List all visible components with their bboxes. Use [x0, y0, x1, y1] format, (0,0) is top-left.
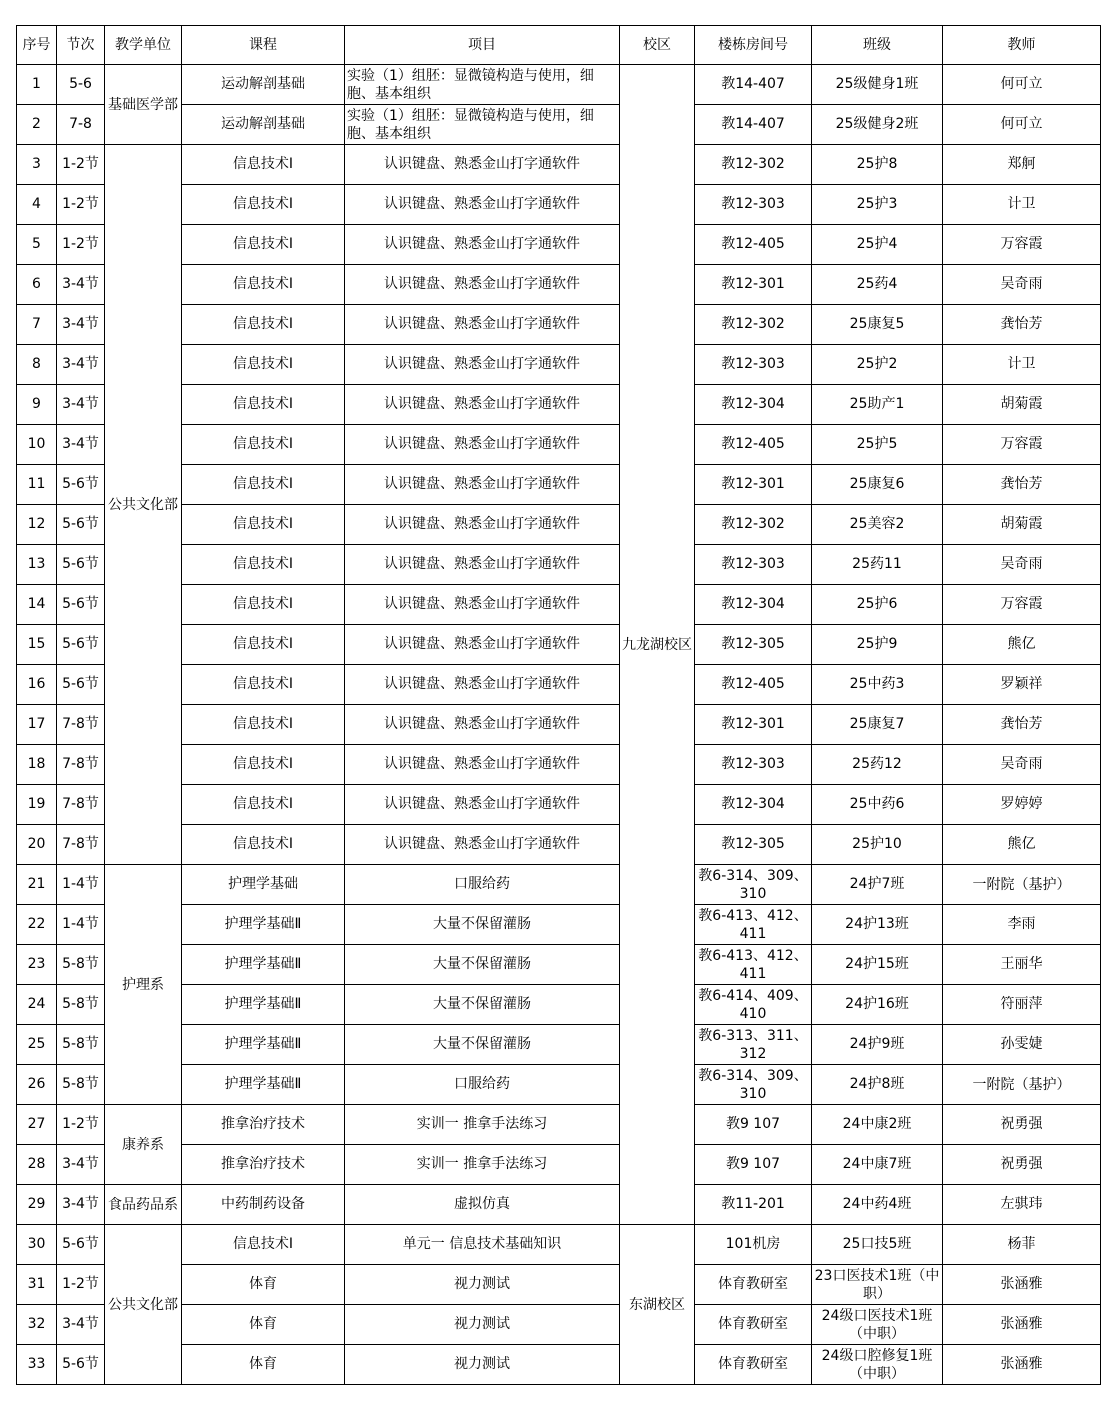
cell-room: 教12-302: [695, 145, 812, 185]
cell-no: 26: [17, 1065, 57, 1105]
header-cell-project: 项目: [345, 26, 620, 65]
cell-no: 15: [17, 625, 57, 665]
cell-teacher: 罗颖祥: [943, 665, 1101, 705]
cell-room: 教12-303: [695, 185, 812, 225]
cell-class: 24级口腔修复1班（中职）: [812, 1345, 943, 1385]
cell-teacher: 胡菊霞: [943, 385, 1101, 425]
cell-project: 认识键盘、熟悉金山打字通软件: [345, 465, 620, 505]
cell-room: 教6-314、309、310: [695, 865, 812, 905]
cell-no: 28: [17, 1145, 57, 1185]
cell-room: 教12-303: [695, 745, 812, 785]
cell-no: 4: [17, 185, 57, 225]
cell-project: 认识键盘、熟悉金山打字通软件: [345, 665, 620, 705]
cell-period: 1-2节: [57, 1265, 105, 1305]
cell-course: 护理学基础: [182, 865, 345, 905]
cell-no: 9: [17, 385, 57, 425]
cell-period: 1-2节: [57, 145, 105, 185]
cell-course: 推拿治疗技术: [182, 1105, 345, 1145]
cell-course: 信息技术Ⅰ: [182, 785, 345, 825]
cell-course: 信息技术Ⅰ: [182, 385, 345, 425]
cell-course: 信息技术Ⅰ: [182, 505, 345, 545]
cell-project: 认识键盘、熟悉金山打字通软件: [345, 705, 620, 745]
cell-course: 护理学基础Ⅱ: [182, 905, 345, 945]
cell-period: 3-4节: [57, 265, 105, 305]
cell-room: 教12-405: [695, 425, 812, 465]
cell-room: 教9 107: [695, 1105, 812, 1145]
cell-teacher: 祝勇强: [943, 1145, 1101, 1185]
cell-room: 教12-304: [695, 585, 812, 625]
cell-period: 5-6节: [57, 625, 105, 665]
cell-room: 教12-305: [695, 625, 812, 665]
cell-teaching-unit: 基础医学部: [105, 65, 182, 145]
cell-class: 25护4: [812, 225, 943, 265]
cell-class: 25中药3: [812, 665, 943, 705]
cell-class: 25口技5班: [812, 1225, 943, 1265]
cell-class: 24中康2班: [812, 1105, 943, 1145]
cell-teacher: 李雨: [943, 905, 1101, 945]
cell-period: 3-4节: [57, 1305, 105, 1345]
cell-teacher: 左骐玮: [943, 1185, 1101, 1225]
cell-teacher: 张涵雅: [943, 1265, 1101, 1305]
cell-teacher: 胡菊霞: [943, 505, 1101, 545]
cell-teacher: 龚怡芳: [943, 705, 1101, 745]
cell-teacher: 何可立: [943, 65, 1101, 105]
cell-course: 信息技术Ⅰ: [182, 305, 345, 345]
cell-no: 30: [17, 1225, 57, 1265]
cell-no: 14: [17, 585, 57, 625]
cell-room: 教12-301: [695, 465, 812, 505]
cell-course: 信息技术Ⅰ: [182, 465, 345, 505]
cell-project: 实训一 推拿手法练习: [345, 1145, 620, 1185]
cell-no: 31: [17, 1265, 57, 1305]
cell-class: 25护5: [812, 425, 943, 465]
cell-campus: 九龙湖校区: [620, 65, 695, 1225]
cell-period: 5-8节: [57, 985, 105, 1025]
cell-teacher: 一附院（基护）: [943, 1065, 1101, 1105]
header-cell-class: 班级: [812, 26, 943, 65]
cell-no: 11: [17, 465, 57, 505]
cell-period: 1-4节: [57, 905, 105, 945]
cell-no: 6: [17, 265, 57, 305]
cell-project: 实验（1）组胚：显微镜构造与使用，细胞、基本组织: [345, 105, 620, 145]
cell-room: 体育教研室: [695, 1305, 812, 1345]
cell-project: 虚拟仿真: [345, 1185, 620, 1225]
cell-class: 25护10: [812, 825, 943, 865]
cell-project: 认识键盘、熟悉金山打字通软件: [345, 385, 620, 425]
cell-period: 5-6节: [57, 505, 105, 545]
cell-room: 教12-302: [695, 305, 812, 345]
cell-class: 23口医技术1班（中职）: [812, 1265, 943, 1305]
cell-teacher: 张涵雅: [943, 1305, 1101, 1345]
cell-class: 25护6: [812, 585, 943, 625]
cell-no: 7: [17, 305, 57, 345]
cell-course: 护理学基础Ⅱ: [182, 985, 345, 1025]
table-row: [17, 1225, 1101, 1265]
cell-project: 认识键盘、熟悉金山打字通软件: [345, 425, 620, 465]
cell-course: 信息技术Ⅰ: [182, 545, 345, 585]
cell-period: 5-8节: [57, 1025, 105, 1065]
cell-teacher: 万容霞: [943, 425, 1101, 465]
cell-class: 24级口医技术1班（中职）: [812, 1305, 943, 1345]
cell-room: 教12-405: [695, 225, 812, 265]
cell-class: 24护9班: [812, 1025, 943, 1065]
table-body: [17, 65, 1101, 1385]
table-row: [17, 145, 1101, 185]
cell-project: 单元一 信息技术基础知识: [345, 1225, 620, 1265]
cell-class: 24护7班: [812, 865, 943, 905]
cell-room: 教6-314、309、310: [695, 1065, 812, 1105]
cell-teacher: 王丽华: [943, 945, 1101, 985]
cell-project: 认识键盘、熟悉金山打字通软件: [345, 505, 620, 545]
cell-no: 10: [17, 425, 57, 465]
header-cell-campus: 校区: [620, 26, 695, 65]
cell-period: 7-8节: [57, 745, 105, 785]
cell-no: 1: [17, 65, 57, 105]
cell-period: 7-8: [57, 105, 105, 145]
cell-period: 7-8节: [57, 705, 105, 745]
header-cell-teacher: 教师: [943, 26, 1101, 65]
cell-project: 视力测试: [345, 1345, 620, 1385]
cell-teacher: 龚怡芳: [943, 305, 1101, 345]
cell-teacher: 郑舸: [943, 145, 1101, 185]
cell-period: 5-8节: [57, 945, 105, 985]
cell-room: 教12-301: [695, 265, 812, 305]
cell-course: 体育: [182, 1345, 345, 1385]
cell-course: 信息技术Ⅰ: [182, 345, 345, 385]
cell-teacher: 杨菲: [943, 1225, 1101, 1265]
cell-no: 27: [17, 1105, 57, 1145]
cell-no: 16: [17, 665, 57, 705]
cell-no: 33: [17, 1345, 57, 1385]
cell-course: 推拿治疗技术: [182, 1145, 345, 1185]
cell-class: 25美容2: [812, 505, 943, 545]
cell-project: 口服给药: [345, 865, 620, 905]
cell-room: 教6-313、311、312: [695, 1025, 812, 1065]
cell-period: 7-8节: [57, 785, 105, 825]
cell-period: 1-2节: [57, 1105, 105, 1145]
table-row: [17, 65, 1101, 105]
cell-teaching-unit: 公共文化部: [105, 145, 182, 865]
cell-room: 体育教研室: [695, 1345, 812, 1385]
cell-no: 29: [17, 1185, 57, 1225]
cell-project: 大量不保留灌肠: [345, 1025, 620, 1065]
cell-class: 24中药4班: [812, 1185, 943, 1225]
cell-project: 认识键盘、熟悉金山打字通软件: [345, 345, 620, 385]
cell-campus: 东湖校区: [620, 1225, 695, 1385]
cell-class: 24护16班: [812, 985, 943, 1025]
cell-project: 认识键盘、熟悉金山打字通软件: [345, 825, 620, 865]
cell-room: 教12-303: [695, 345, 812, 385]
cell-project: 认识键盘、熟悉金山打字通软件: [345, 545, 620, 585]
cell-project: 大量不保留灌肠: [345, 945, 620, 985]
cell-teacher: 祝勇强: [943, 1105, 1101, 1145]
header-cell-no: 序号: [17, 26, 57, 65]
cell-course: 护理学基础Ⅱ: [182, 1065, 345, 1105]
cell-room: 教12-304: [695, 385, 812, 425]
cell-course: 信息技术Ⅰ: [182, 145, 345, 185]
cell-class: 25康复5: [812, 305, 943, 345]
cell-period: 1-2节: [57, 185, 105, 225]
cell-project: 实训一 推拿手法练习: [345, 1105, 620, 1145]
cell-room: 教12-304: [695, 785, 812, 825]
cell-course: 信息技术Ⅰ: [182, 265, 345, 305]
cell-teacher: 一附院（基护）: [943, 865, 1101, 905]
cell-teacher: 何可立: [943, 105, 1101, 145]
cell-period: 5-6节: [57, 1225, 105, 1265]
cell-teacher: 计卫: [943, 345, 1101, 385]
cell-project: 认识键盘、熟悉金山打字通软件: [345, 745, 620, 785]
cell-room: 教12-405: [695, 665, 812, 705]
cell-course: 信息技术Ⅰ: [182, 425, 345, 465]
cell-room: 101机房: [695, 1225, 812, 1265]
cell-course: 信息技术Ⅰ: [182, 225, 345, 265]
cell-project: 视力测试: [345, 1305, 620, 1345]
cell-no: 8: [17, 345, 57, 385]
cell-period: 3-4节: [57, 1185, 105, 1225]
cell-period: 5-6节: [57, 465, 105, 505]
cell-no: 5: [17, 225, 57, 265]
cell-course: 信息技术Ⅰ: [182, 1225, 345, 1265]
cell-course: 中药制药设备: [182, 1185, 345, 1225]
cell-room: 教6-413、412、411: [695, 905, 812, 945]
cell-room: 教12-301: [695, 705, 812, 745]
cell-teacher: 熊亿: [943, 625, 1101, 665]
cell-period: 3-4节: [57, 1145, 105, 1185]
cell-project: 认识键盘、熟悉金山打字通软件: [345, 625, 620, 665]
cell-no: 19: [17, 785, 57, 825]
cell-teaching-unit: 食品药品系: [105, 1185, 182, 1225]
cell-no: 22: [17, 905, 57, 945]
cell-teacher: 孙雯婕: [943, 1025, 1101, 1065]
cell-no: 20: [17, 825, 57, 865]
cell-project: 认识键盘、熟悉金山打字通软件: [345, 305, 620, 345]
cell-no: 3: [17, 145, 57, 185]
cell-project: 认识键盘、熟悉金山打字通软件: [345, 185, 620, 225]
cell-teacher: 符丽萍: [943, 985, 1101, 1025]
cell-teacher: 熊亿: [943, 825, 1101, 865]
cell-teacher: 吴奇雨: [943, 265, 1101, 305]
table-row: [17, 1185, 1101, 1225]
cell-project: 认识键盘、熟悉金山打字通软件: [345, 265, 620, 305]
header-cell-unit: 教学单位: [105, 26, 182, 65]
cell-teacher: 龚怡芳: [943, 465, 1101, 505]
header-cell-course: 课程: [182, 26, 345, 65]
cell-teaching-unit: 公共文化部: [105, 1225, 182, 1385]
cell-room: 教6-413、412、411: [695, 945, 812, 985]
cell-no: 21: [17, 865, 57, 905]
table-row: [17, 865, 1101, 905]
cell-class: 24护8班: [812, 1065, 943, 1105]
cell-period: 5-8节: [57, 1065, 105, 1105]
cell-room: 教12-305: [695, 825, 812, 865]
cell-room: 教12-303: [695, 545, 812, 585]
cell-class: 25护2: [812, 345, 943, 385]
cell-class: 25助产1: [812, 385, 943, 425]
cell-teacher: 张涵雅: [943, 1345, 1101, 1385]
cell-no: 18: [17, 745, 57, 785]
cell-course: 信息技术Ⅰ: [182, 585, 345, 625]
cell-period: 3-4节: [57, 425, 105, 465]
cell-project: 视力测试: [345, 1265, 620, 1305]
cell-period: 1-4节: [57, 865, 105, 905]
cell-class: 25药4: [812, 265, 943, 305]
cell-class: 25级健身2班: [812, 105, 943, 145]
cell-class: 25中药6: [812, 785, 943, 825]
cell-period: 5-6节: [57, 665, 105, 705]
cell-room: 教14-407: [695, 65, 812, 105]
cell-course: 体育: [182, 1265, 345, 1305]
cell-course: 信息技术Ⅰ: [182, 825, 345, 865]
cell-course: 护理学基础Ⅱ: [182, 945, 345, 985]
cell-class: 25护8: [812, 145, 943, 185]
cell-no: 23: [17, 945, 57, 985]
cell-period: 5-6: [57, 65, 105, 105]
cell-period: 7-8节: [57, 825, 105, 865]
cell-class: 24中康7班: [812, 1145, 943, 1185]
cell-no: 24: [17, 985, 57, 1025]
cell-course: 信息技术Ⅰ: [182, 705, 345, 745]
cell-no: 13: [17, 545, 57, 585]
cell-room: 体育教研室: [695, 1265, 812, 1305]
cell-class: 25级健身1班: [812, 65, 943, 105]
cell-course: 信息技术Ⅰ: [182, 185, 345, 225]
cell-class: 25药12: [812, 745, 943, 785]
cell-teaching-unit: 护理系: [105, 865, 182, 1105]
table-row: [17, 1105, 1101, 1145]
cell-no: 25: [17, 1025, 57, 1065]
cell-class: 25康复7: [812, 705, 943, 745]
cell-period: 1-2节: [57, 225, 105, 265]
cell-class: 25药11: [812, 545, 943, 585]
cell-no: 32: [17, 1305, 57, 1345]
cell-no: 2: [17, 105, 57, 145]
cell-class: 25护3: [812, 185, 943, 225]
cell-course: 运动解剖基础: [182, 105, 345, 145]
cell-room: 教9 107: [695, 1145, 812, 1185]
cell-teacher: 万容霞: [943, 585, 1101, 625]
cell-project: 认识键盘、熟悉金山打字通软件: [345, 785, 620, 825]
cell-teaching-unit: 康养系: [105, 1105, 182, 1185]
header-row: [17, 26, 1101, 65]
cell-course: 信息技术Ⅰ: [182, 745, 345, 785]
cell-project: 大量不保留灌肠: [345, 985, 620, 1025]
cell-project: 实验（1）组胚：显微镜构造与使用，细胞、基本组织: [345, 65, 620, 105]
cell-teacher: 吴奇雨: [943, 545, 1101, 585]
cell-room: 教6-414、409、410: [695, 985, 812, 1025]
cell-teacher: 计卫: [943, 185, 1101, 225]
cell-period: 3-4节: [57, 305, 105, 345]
cell-project: 大量不保留灌肠: [345, 905, 620, 945]
cell-no: 17: [17, 705, 57, 745]
cell-class: 25护9: [812, 625, 943, 665]
header-cell-period: 节次: [57, 26, 105, 65]
cell-period: 3-4节: [57, 345, 105, 385]
cell-teacher: 罗婷婷: [943, 785, 1101, 825]
cell-project: 认识键盘、熟悉金山打字通软件: [345, 145, 620, 185]
cell-class: 24护13班: [812, 905, 943, 945]
cell-course: 体育: [182, 1305, 345, 1345]
cell-course: 运动解剖基础: [182, 65, 345, 105]
schedule-table: [16, 25, 1101, 1385]
cell-course: 信息技术Ⅰ: [182, 625, 345, 665]
cell-room: 教11-201: [695, 1185, 812, 1225]
cell-period: 3-4节: [57, 385, 105, 425]
cell-course: 信息技术Ⅰ: [182, 665, 345, 705]
cell-room: 教12-302: [695, 505, 812, 545]
header-cell-room: 楼栋房间号: [695, 26, 812, 65]
cell-teacher: 万容霞: [943, 225, 1101, 265]
cell-class: 24护15班: [812, 945, 943, 985]
cell-period: 5-6节: [57, 585, 105, 625]
cell-class: 25康复6: [812, 465, 943, 505]
cell-project: 认识键盘、熟悉金山打字通软件: [345, 585, 620, 625]
cell-project: 认识键盘、熟悉金山打字通软件: [345, 225, 620, 265]
cell-room: 教14-407: [695, 105, 812, 145]
cell-no: 12: [17, 505, 57, 545]
cell-period: 5-6节: [57, 545, 105, 585]
cell-course: 护理学基础Ⅱ: [182, 1025, 345, 1065]
cell-teacher: 吴奇雨: [943, 745, 1101, 785]
cell-period: 5-6节: [57, 1345, 105, 1385]
cell-project: 口服给药: [345, 1065, 620, 1105]
